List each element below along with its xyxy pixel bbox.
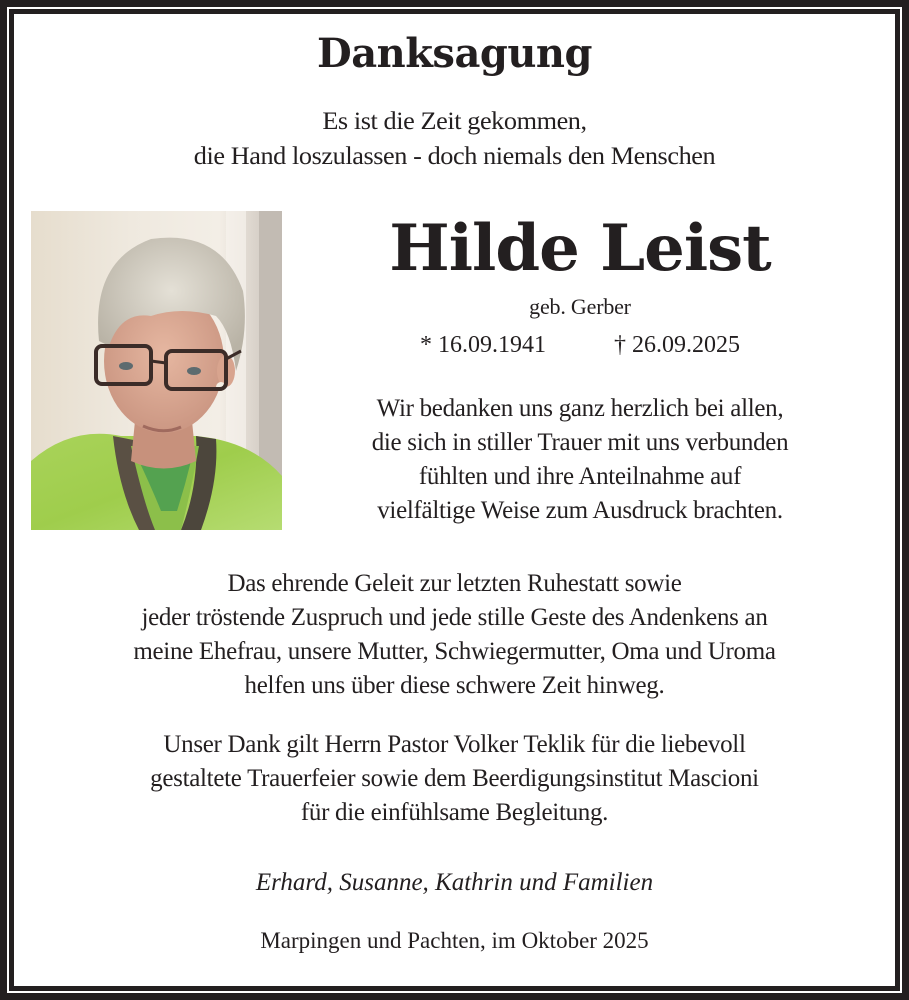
paragraph-line: Unser Dank gilt Herrn Pastor Volker Teklik für die liebevoll (163, 731, 746, 758)
deceased-name: Hilde Leist (389, 211, 771, 286)
motto-line: Es ist die Zeit gekommen, (322, 108, 587, 135)
maiden-name: geb. Gerber (529, 294, 631, 319)
heading: Danksagung (317, 30, 592, 77)
outer-frame-gap (7, 7, 902, 993)
death-cross-icon: † (614, 332, 626, 358)
thanks-line: vielfältige Weise zum Ausdruck brachten. (377, 497, 783, 524)
place-date: Marpingen und Pachten, im Oktober 2025 (260, 928, 649, 953)
death-date: 26.09.2025 (632, 332, 740, 358)
paragraph-line: Das ehrende Geleit zur letzten Ruhestatt sowie (227, 570, 682, 597)
thanks-line: Wir bedanken uns ganz herzlich bei allen, (376, 395, 784, 422)
paragraph-escort (14, 567, 895, 703)
thanks-line: die sich in stiller Trauer mit uns verbunden (371, 429, 789, 456)
life-dates (300, 332, 860, 359)
thanks-text (300, 392, 860, 528)
paragraph-line: meine Ehefrau, unsere Mutter, Schwiegermutter, Oma und Uroma (133, 638, 776, 665)
paragraph-line: jeder tröstende Zuspruch und jede stille Geste des Andenkens an (141, 604, 768, 631)
paragraph-line: für die einfühlsame Begleitung. (300, 799, 609, 826)
birth-date: 16.09.1941 (438, 332, 546, 358)
obituary-notice (14, 14, 895, 986)
motto (0, 104, 909, 174)
thanks-line: fühlten und ihre Anteilnahme auf (418, 463, 742, 490)
paragraph-line: helfen uns über diese schwere Zeit hinweg. (244, 672, 665, 699)
motto-line: die Hand loszulassen - doch niemals den Menschen (193, 143, 716, 170)
inner-frame-line (9, 9, 900, 991)
portrait-photo (31, 211, 282, 530)
birth-star-icon: * (420, 332, 432, 358)
signers: Erhard, Susanne, Kathrin und Familien (255, 869, 654, 896)
portrait-illustration (31, 211, 282, 530)
paragraph-line: gestaltete Trauerfeier sowie dem Beerdigungsinstitut Mascioni (150, 765, 759, 792)
paragraph-pastor (14, 728, 895, 830)
